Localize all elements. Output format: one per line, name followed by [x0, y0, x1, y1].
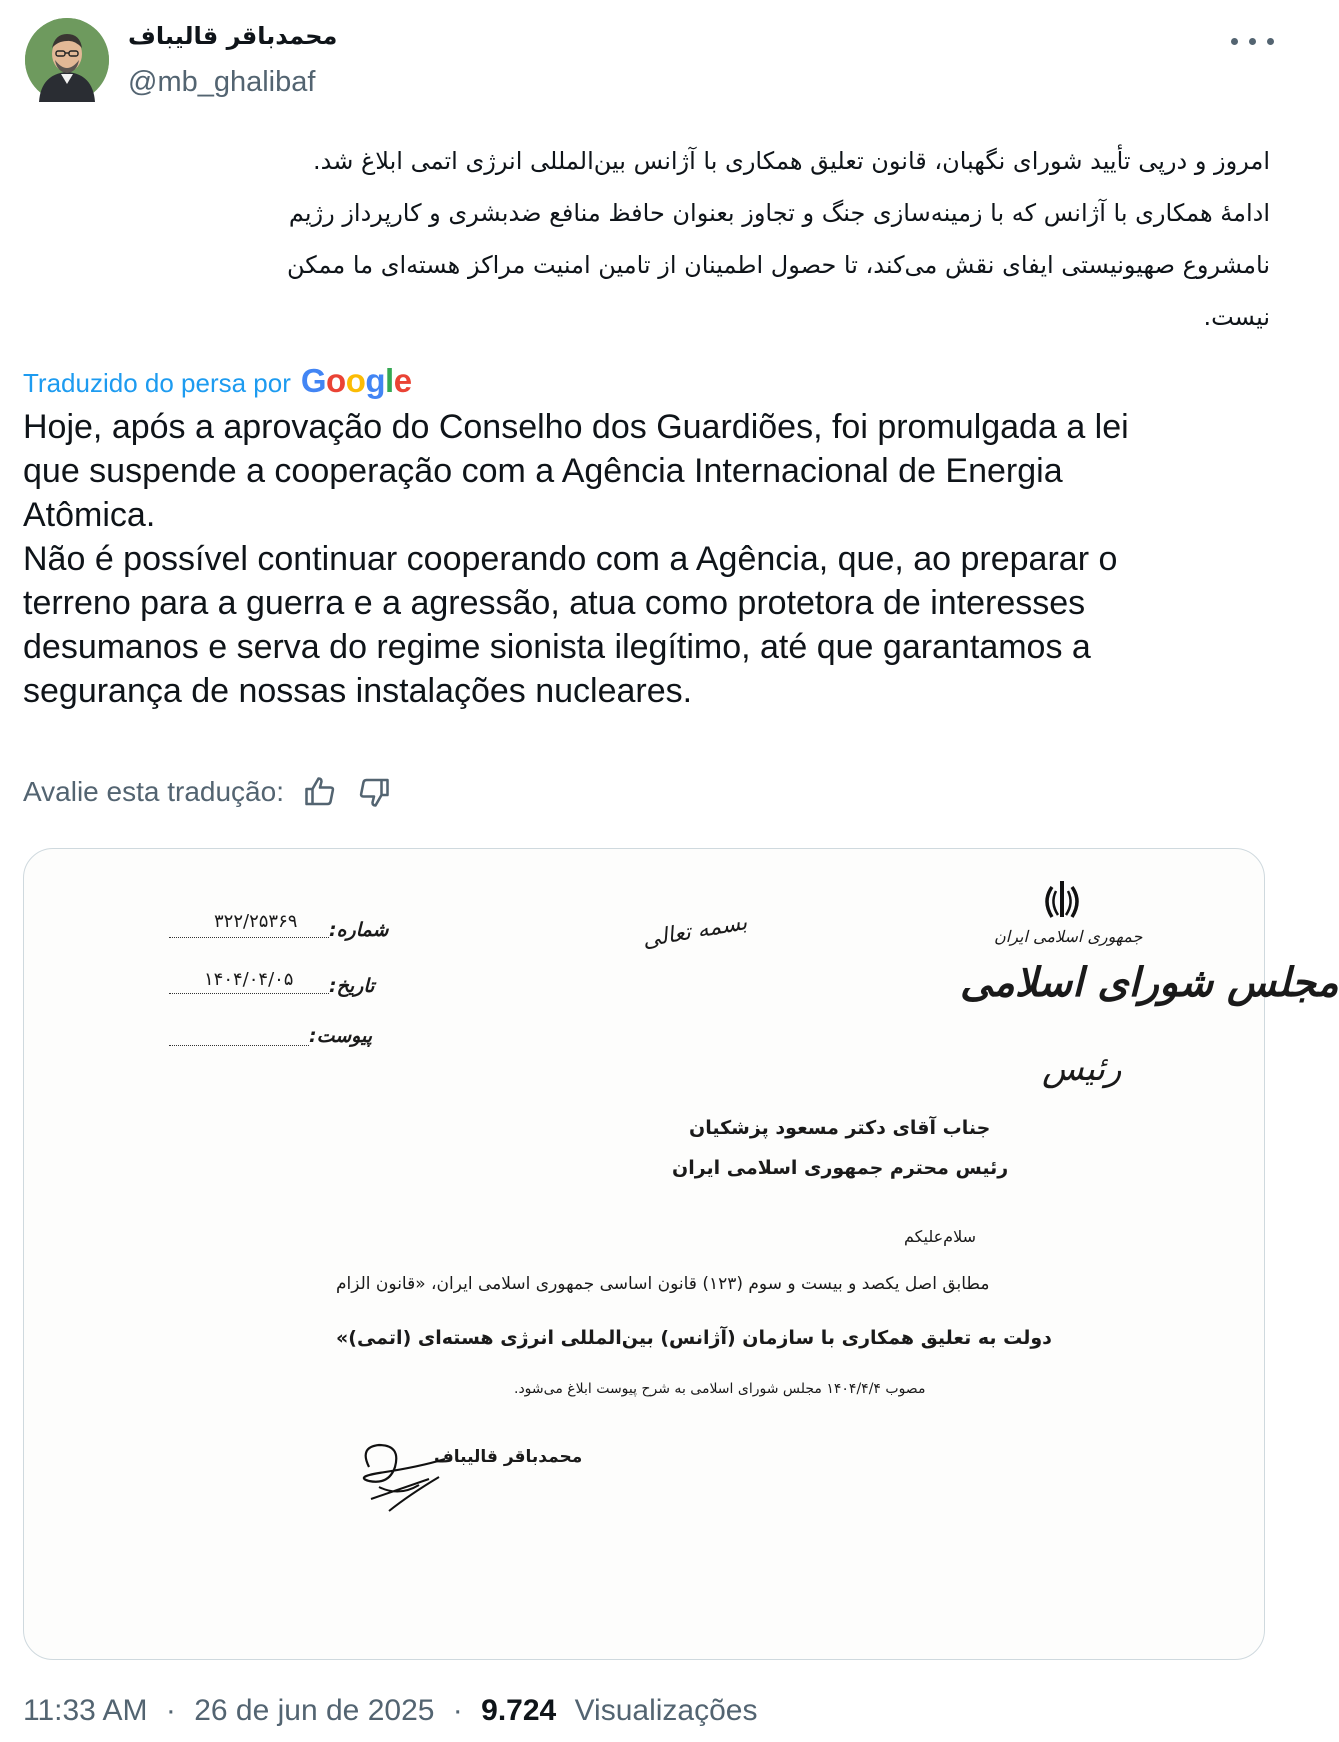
thumbs-down-icon[interactable]	[356, 774, 392, 810]
translated-by-label: Traduzido do persa por	[23, 368, 291, 398]
doc-body-line2: دولت به تعلیق همکاری با سازمان (آژانس) بین‌المللی انرژی هسته‌ای (اتمی)»	[336, 1327, 1052, 1349]
meta-separator: ·	[452, 1694, 463, 1727]
doc-recipient-line1: جناب آقای دکتر مسعود پزشکیان	[689, 1117, 991, 1139]
translated-by-link[interactable]	[23, 362, 412, 400]
display-name[interactable]: محمدباقر قالیباف	[128, 22, 338, 50]
meta-separator: ·	[165, 1694, 176, 1727]
doc-signature-name: محمدباقر قالیباف	[434, 1447, 583, 1467]
doc-attachment-label: پیوست:	[309, 1025, 373, 1047]
signature-mark	[349, 1437, 459, 1517]
tweet-meta-row	[23, 1694, 757, 1728]
doc-number-value: ۳۲۲/۲۵۳۶۹	[214, 911, 298, 932]
tweet-translated-text: Hoje, após a aprovação do Conselho dos Guardiões, foi promulgada a lei que suspende a cooperação com a Agência Internacional de Energia Atômica. Não é possível continuar cooperando com a Agência, que, ao preparar o terreno para a guerra e a agressão, atua como protetora de interesses desumanos e serva do regime sionista ilegítimo, até que garantamos a segurança de nossas instalações nucleares.	[23, 408, 1129, 710]
handle[interactable]: @mb_ghalibaf	[128, 66, 316, 98]
tweet-original-text: امروز و درپی تأیید شورای نگهبان، قانون تعلیق همکاری با آژانس بین‌المللی انرژی اتمی ابلاغ شد. ادامهٔ همکاری با آژانس که با زمینه‌سازی جنگ و تجاوز بعنوان حافظ منافع ضدبشری و کارپرداز رژیم نامشروع صهیونیستی ایفای نقش می‌کند، تا حصول اطمینان از تامین امنیت مراکز هسته‌ای ما ممکن نیست.	[287, 147, 1270, 331]
doc-emblem-line1: جمهوری اسلامی ایران	[994, 927, 1143, 946]
doc-date-line	[169, 993, 329, 994]
doc-date-value: ۱۴۰۴/۰۴/۰۵	[204, 969, 294, 990]
emblem-icon	[1032, 877, 1092, 925]
google-logo: Google	[300, 362, 412, 399]
thumbs-up-icon[interactable]	[302, 774, 338, 810]
views-count: 9.724	[481, 1694, 557, 1727]
attached-document-image[interactable]	[23, 848, 1339, 1660]
doc-attachment-line	[169, 1045, 309, 1046]
tweet-time[interactable]: 11:33 AM	[23, 1694, 148, 1727]
doc-number-line	[169, 937, 329, 938]
doc-greeting: سلام‌علیکم	[904, 1227, 977, 1246]
rate-translation-row	[23, 774, 392, 810]
tweet-date[interactable]: 26 de jun de 2025	[194, 1694, 435, 1727]
views-label: Visualizações	[574, 1694, 758, 1727]
doc-emblem-line2: مجلس شورای اسلامی	[960, 959, 1339, 1006]
doc-date-label: تاریخ:	[329, 975, 375, 997]
avatar[interactable]	[25, 18, 109, 102]
doc-recipient-line2: رئیس محترم جمهوری اسلامی ایران	[672, 1157, 1009, 1179]
doc-number-label: شماره:	[329, 919, 389, 941]
doc-body-line1: مطابق اصل یکصد و بیست و سوم (۱۲۳) قانون اساسی جمهوری اسلامی ایران، «قانون الزام	[336, 1274, 990, 1294]
doc-header-top: بسمه تعالی	[640, 910, 750, 953]
more-icon[interactable]	[1225, 26, 1281, 56]
doc-body-line3: مصوب ۱۴۰۴/۴/۴ مجلس شورای اسلامی به شرح پیوست ابلاغ می‌شود.	[514, 1381, 926, 1397]
rate-translation-label: Avalie esta tradução:	[23, 776, 284, 807]
doc-emblem-line3: رئیس	[1042, 1049, 1122, 1089]
